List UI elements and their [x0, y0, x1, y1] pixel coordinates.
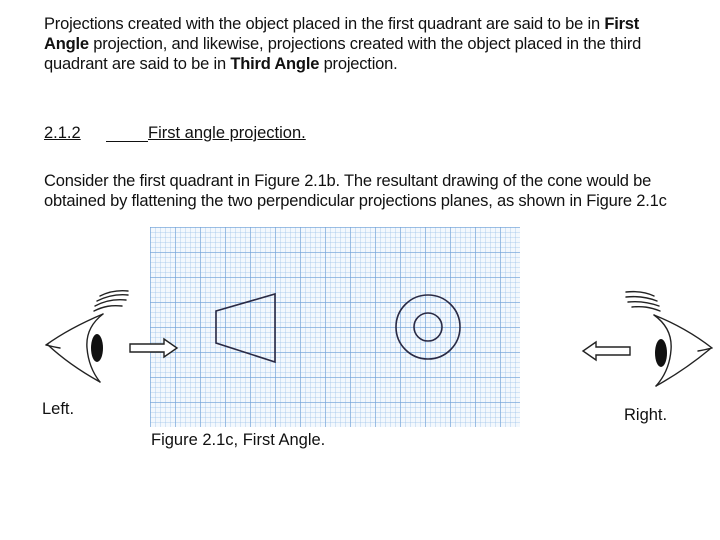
intro-text: quadrant are said to be in: [44, 55, 231, 73]
intro-bold-text: Angle: [44, 35, 89, 53]
left-eye-icon: [46, 291, 128, 382]
cone-base-outer-circle: [396, 295, 460, 359]
arrow-right-icon: [130, 339, 177, 357]
intro-text: projection.: [319, 55, 398, 73]
section-number: 2.1.2: [44, 124, 81, 142]
cone-side-view-trapezoid: [216, 294, 275, 362]
arrow-left-icon: [583, 342, 630, 360]
intro-bold-text: Third Angle: [230, 55, 320, 73]
right-label: Right.: [624, 406, 668, 424]
left-label: Left.: [42, 400, 75, 418]
body-line-1: Consider the first quadrant in Figure 2.1b. The resultant drawing of the cone would be: [44, 172, 652, 190]
right-eye-icon: [626, 292, 712, 386]
intro-text: Projections created with the object placed in the first quadrant are said to be in: [44, 15, 605, 33]
cone-top-inner-circle: [414, 313, 442, 341]
figure-caption: Figure 2.1c, First Angle.: [151, 431, 326, 449]
body-line-2: obtained by flattening the two perpendicular projections planes, as shown in Figure 2.1c: [44, 192, 667, 210]
section-title: First angle projection.: [148, 124, 306, 142]
intro-text: projection, and likewise, projections created with the object placed in the third: [88, 35, 642, 53]
intro-bold-text: First: [604, 15, 640, 33]
